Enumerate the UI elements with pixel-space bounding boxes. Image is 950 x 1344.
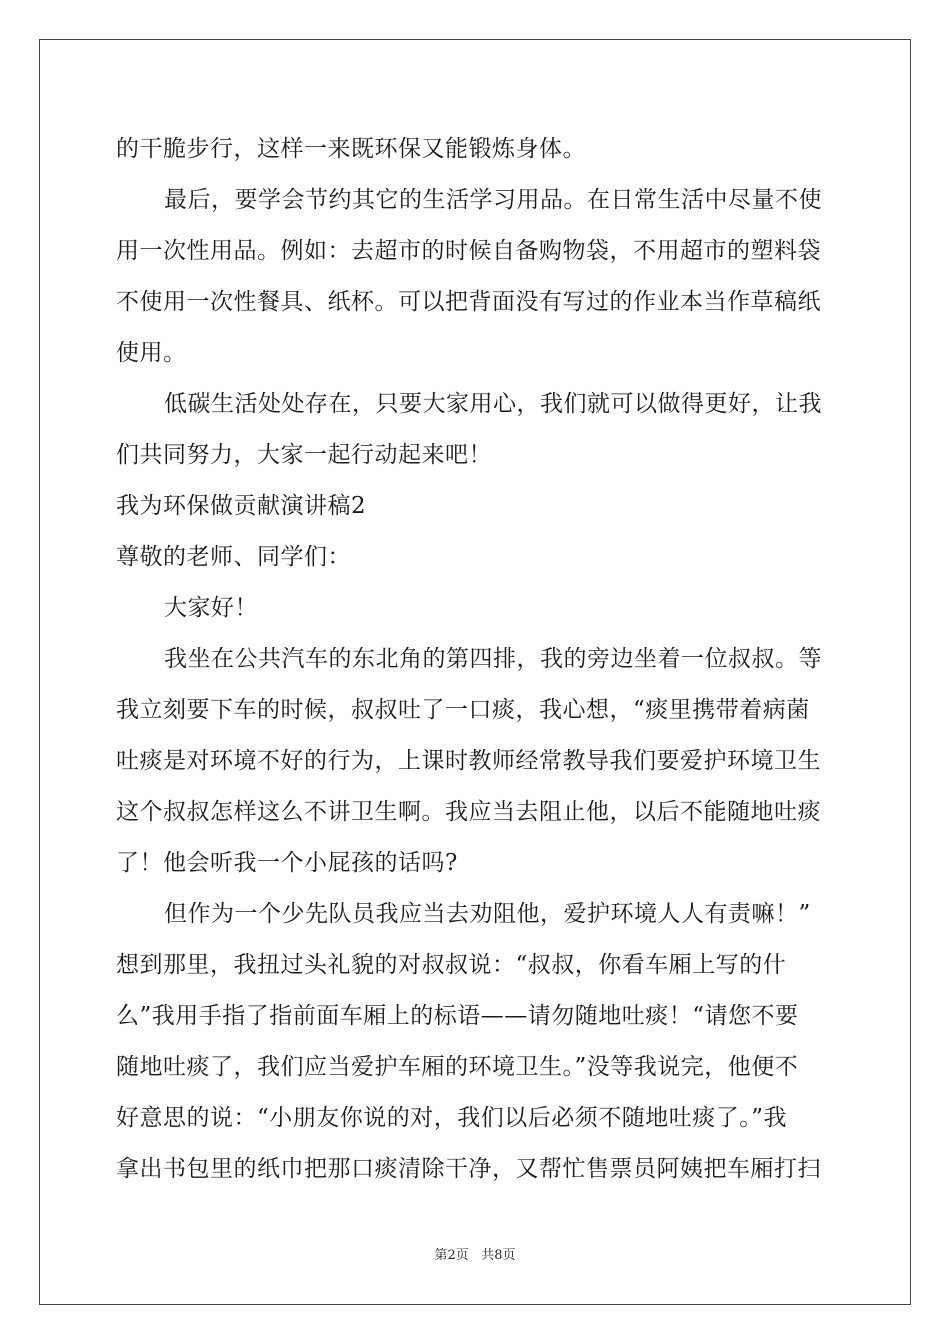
text-line: 我坐在公共汽车的东北角的第四排，我的旁边坐着一位叔叔。等 [164, 646, 822, 672]
text-line: 大家好！ [164, 595, 258, 621]
document-body [116, 126, 836, 1197]
text-line: 想到那里，我扭过头礼貌的对叔叔说：“叔叔，你看车厢上写的什 [116, 952, 787, 978]
text-line: 但作为一个少先队员我应当去劝阻他，爱护环境人人有责嘛！” [164, 901, 811, 927]
text-line: 不使用一次性餐具、纸杯。可以把背面没有写过的作业本当作草稿纸 [116, 289, 821, 315]
text-line: 我立刻要下车的时候，叔叔吐了一口痰，我心想，“痰里携带着病菌 [116, 697, 810, 723]
text-line: 拿出书包里的纸巾把那口痰清除干净，又帮忙售票员阿姨把车厢打扫 [116, 1156, 821, 1182]
text-line: 低碳生活处处存在，只要大家用心，我们就可以做得更好，让我 [164, 391, 822, 417]
text-line: 使用。 [116, 340, 187, 366]
page-number: 第2页 [434, 1248, 469, 1263]
text-line: 用一次性用品。例如：去超市的时候自备购物袋，不用超市的塑料袋 [116, 238, 821, 264]
text-line: 的干脆步行，这样一来既环保又能锻炼身体。 [116, 136, 586, 162]
text-line: 最后，要学会节约其它的生活学习用品。在日常生活中尽量不使 [164, 187, 822, 213]
text-line: 吐痰是对环境不好的行为，上课时教师经常教导我们要爱护环境卫生 [116, 748, 821, 774]
text-line: 随地吐痰了，我们应当爱护车厢的环境卫生。”没等我说完，他便不 [116, 1054, 799, 1080]
text-line: 我为环保做贡献演讲稿2 [116, 493, 367, 519]
text-line: 这个叔叔怎样这么不讲卫生啊。我应当去阻止他，以后不能随地吐痰 [116, 799, 821, 825]
text-line: 尊敬的老师、同学们： [116, 544, 351, 570]
text-line: 们共同努力，大家一起行动起来吧！ [116, 442, 492, 468]
text-line: 了！他会听我一个小屁孩的话吗? [116, 850, 458, 876]
page-total: 共8页 [481, 1248, 516, 1263]
page-footer [0, 1244, 950, 1263]
text-line: 好意思的说：“小朋友你说的对，我们以后必须不随地吐痰了。”我 [116, 1105, 788, 1131]
text-line: 么”我用手指了指前面车厢上的标语——请勿随地吐痰！“请您不要 [116, 1003, 799, 1029]
